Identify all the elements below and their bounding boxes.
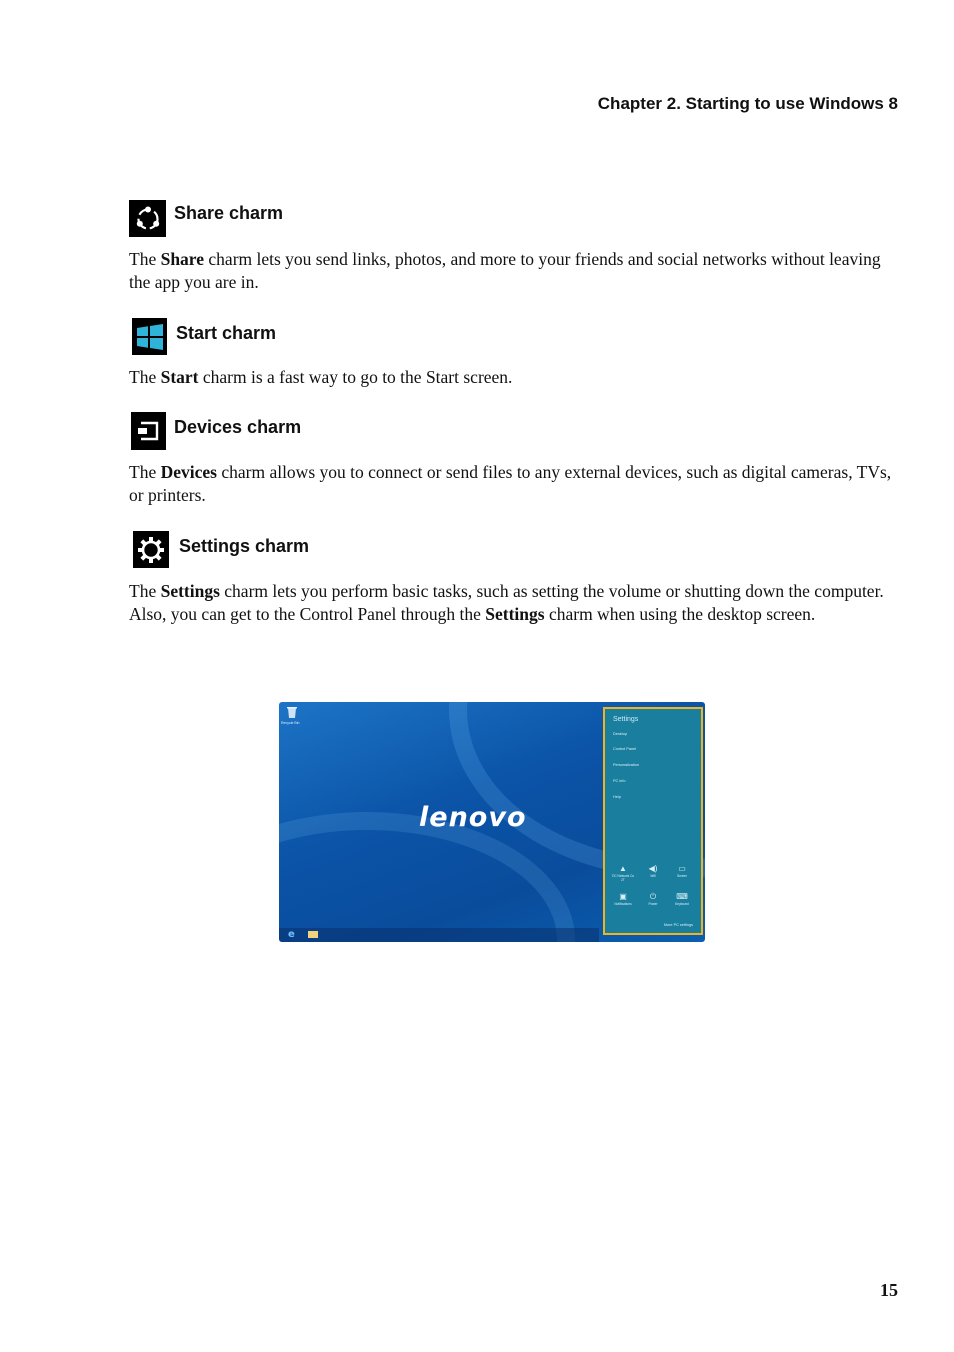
- taskbar: [279, 928, 599, 942]
- share-charm-heading: Share charm: [174, 203, 284, 223]
- gear-icon: [133, 531, 169, 568]
- volume-icon: ◀): [648, 864, 658, 873]
- settings-charm-heading: Settings charm: [179, 536, 310, 556]
- settings-charm-screenshot: [279, 702, 705, 942]
- panel-item-help[interactable]: Help: [613, 795, 621, 799]
- settings-panel-title: Settings: [613, 716, 639, 723]
- bold-term: Settings: [160, 581, 220, 601]
- internet-explorer-icon: e: [288, 929, 295, 940]
- text: The: [129, 581, 161, 601]
- power-icon: ⏻: [649, 892, 657, 901]
- settings-panel: [603, 707, 703, 935]
- panel-item-pc-info[interactable]: PC info: [613, 779, 626, 783]
- screen-icon: ▭: [678, 864, 686, 873]
- network-tile[interactable]: [611, 864, 635, 882]
- more-pc-settings-link[interactable]: More PC settings: [663, 923, 693, 927]
- text: charm when using the desktop screen.: [544, 603, 816, 624]
- devices-charm-paragraph: [129, 461, 899, 506]
- recycle-bin-icon: [285, 705, 299, 719]
- settings-charm-paragraph: [129, 580, 899, 625]
- text: charm lets you send links, photos, and more to your friends and social networks without leaving the app you are in.: [129, 249, 881, 292]
- tile-label: TiC Network Cu 2T: [611, 874, 635, 882]
- share-icon: [129, 200, 166, 237]
- tile-label: Notifications: [614, 902, 632, 906]
- bold-term: Devices: [160, 462, 217, 482]
- devices-charm-heading: Devices charm: [174, 417, 302, 437]
- windows-icon: [132, 318, 167, 355]
- text: The: [129, 367, 161, 387]
- chapter-header: Chapter 2. Starting to use Windows 8: [597, 94, 898, 113]
- screen-tile[interactable]: [670, 864, 694, 878]
- bold-term: Share: [160, 249, 205, 269]
- notifications-icon: ▣: [619, 892, 627, 901]
- recycle-bin-label: Recycle Bin: [281, 721, 300, 725]
- folder-icon: [308, 931, 318, 938]
- keyboard-tile[interactable]: [670, 892, 694, 906]
- text: charm allows you to connect or send files to any external devices, such as digital cameras, TVs, or printers.: [129, 462, 892, 505]
- bold-term: Settings: [485, 603, 545, 624]
- network-icon: ▲: [619, 864, 627, 873]
- panel-item-control-panel[interactable]: Control Panel: [613, 747, 637, 751]
- text: The: [129, 249, 161, 269]
- panel-item-desktop[interactable]: Desktop: [613, 732, 627, 736]
- panel-item-personalization[interactable]: Personalization: [613, 763, 639, 767]
- start-charm-heading: Start charm: [176, 323, 277, 343]
- tile-label: Screen: [676, 874, 688, 878]
- keyboard-icon: ⌨: [676, 892, 688, 901]
- tile-label: Wifi: [650, 874, 656, 878]
- bold-term: Start: [160, 367, 199, 387]
- tile-label: Power: [648, 902, 658, 906]
- tile-label: Keyboard: [675, 902, 689, 906]
- start-charm-paragraph: [129, 366, 899, 389]
- notifications-tile[interactable]: [611, 892, 635, 906]
- devices-icon: [131, 412, 166, 450]
- lenovo-logo: lenovo: [419, 802, 527, 833]
- text: The: [129, 462, 161, 482]
- text: charm is a fast way to go to the Start screen.: [198, 367, 513, 387]
- power-tile[interactable]: [641, 892, 665, 906]
- share-charm-paragraph: [129, 248, 899, 293]
- text: charm lets you perform basic tasks, such as setting the volume or shutting down the computer. Also, you can get to the Control Panel through the: [129, 581, 884, 624]
- volume-tile[interactable]: [641, 864, 665, 878]
- page-number: 15: [880, 1280, 898, 1300]
